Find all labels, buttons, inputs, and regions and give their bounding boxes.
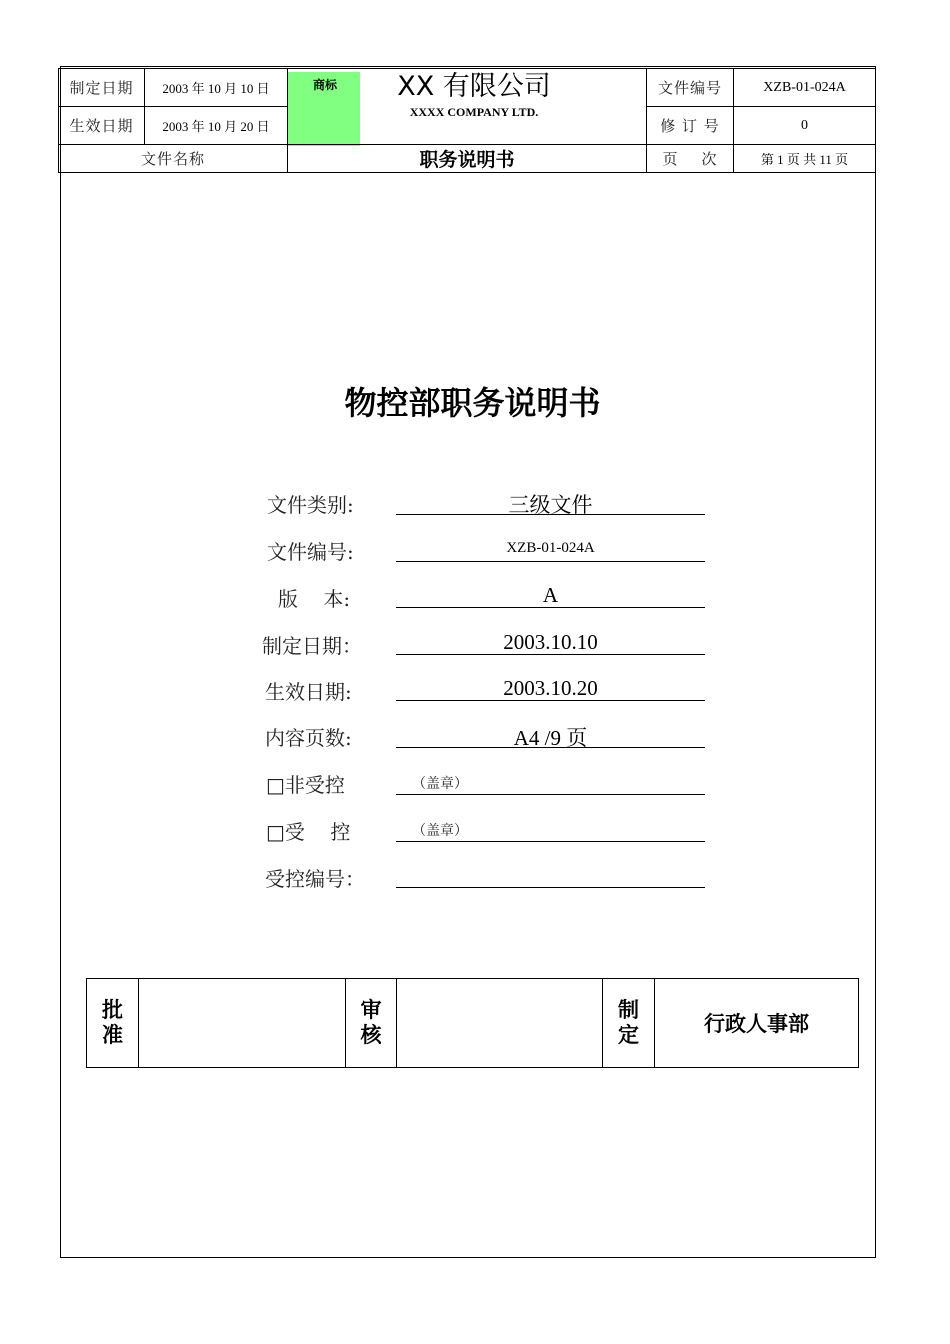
- info-underline: [396, 654, 705, 655]
- info-value-docno: XZB-01-024A: [506, 540, 595, 556]
- doc-no-label: 文件编号: [646, 68, 734, 107]
- info-label-docno: 文件编号:: [267, 540, 354, 564]
- info-label-pages: 内容页数:: [265, 726, 352, 750]
- effective-date-label: 生效日期: [58, 106, 145, 145]
- info-label-version: 版 本:: [278, 587, 351, 611]
- prepare-label: 制定: [618, 998, 639, 1047]
- revision-label: 修 订 号: [646, 106, 734, 145]
- made-date-value: 2003 年 10 月 10 日: [144, 68, 288, 107]
- company-name-en: XXXX COMPANY LTD.: [409, 105, 539, 119]
- info-label-made-date: 制定日期：: [262, 634, 362, 658]
- prepare-department: 行政人事部: [704, 1012, 809, 1036]
- effective-date-value: 2003 年 10 月 20 日: [144, 106, 288, 145]
- info-underline: [396, 841, 705, 842]
- info-value-version: A: [542, 583, 559, 607]
- page-value: 第 1 页 共 11 页: [733, 144, 876, 173]
- info-underline: [396, 514, 705, 515]
- info-value-pages: A4 /9 页: [513, 726, 588, 750]
- info-label-category: 文件类别:: [267, 493, 354, 517]
- made-date-label: 制定日期: [58, 68, 145, 107]
- review-cell: [397, 979, 603, 1067]
- file-name-label: 文件名称: [58, 144, 288, 173]
- approve-cell: [139, 979, 346, 1067]
- prepare-header: [603, 979, 655, 1067]
- document-title: 物控部职务说明书: [344, 384, 601, 422]
- info-underline: [396, 700, 705, 701]
- info-underline: [396, 607, 705, 608]
- approve-label: 批准: [102, 998, 123, 1047]
- info-underline: [396, 747, 705, 748]
- info-underline: [396, 561, 705, 562]
- info-label-control-no: 受控编号：: [265, 867, 365, 891]
- info-value-effective-date: 2003.10.20: [503, 676, 598, 700]
- controlled-checkbox-label[interactable]: □受 控: [266, 820, 351, 844]
- info-underline: [396, 794, 705, 795]
- info-value-made-date: 2003.10.10: [503, 630, 598, 654]
- review-header: [346, 979, 397, 1067]
- approve-header: [87, 979, 139, 1067]
- company-name-cn: XX 有限公司: [397, 71, 551, 102]
- uncontrolled-checkbox-label[interactable]: □非受控: [266, 773, 345, 797]
- file-name-value: 职务说明书: [287, 144, 647, 173]
- revision-value: 0: [733, 106, 876, 145]
- doc-no-value: XZB-01-024A: [733, 68, 876, 107]
- info-value-category: 三级文件: [508, 493, 593, 517]
- review-label: 审核: [360, 998, 382, 1047]
- prepare-cell: [655, 979, 858, 1067]
- trademark-label: 商标: [313, 78, 338, 92]
- signature-table: [86, 978, 859, 1068]
- stamp-note: （盖章）: [412, 823, 468, 839]
- info-underline: [396, 887, 705, 888]
- page-label: 页 次: [646, 144, 734, 173]
- page-frame: [60, 66, 876, 1258]
- stamp-note: （盖章）: [412, 776, 468, 792]
- info-label-effective-date: 生效日期:: [265, 680, 352, 704]
